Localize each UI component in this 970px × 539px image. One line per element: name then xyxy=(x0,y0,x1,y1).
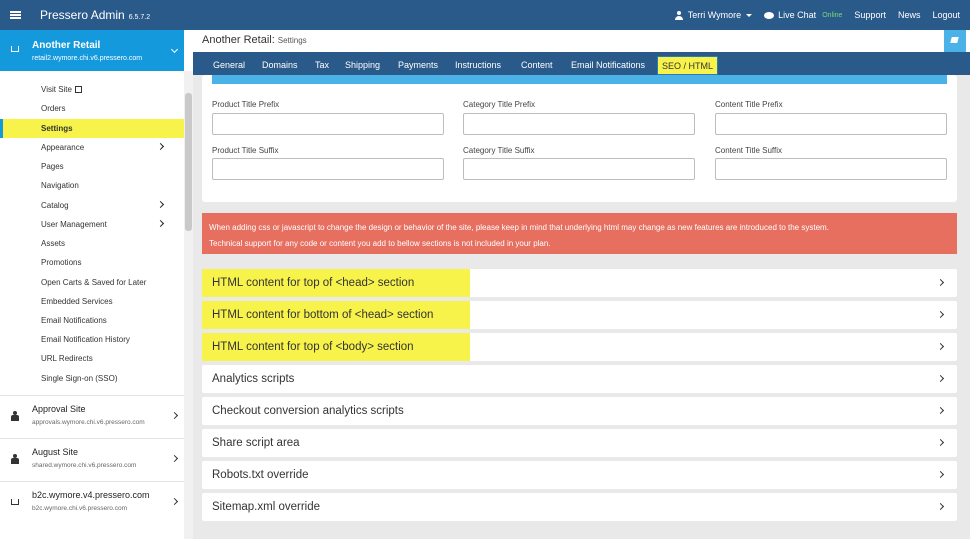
sidebar-item-url-redirects[interactable]: URL Redirects xyxy=(41,354,93,363)
sidebar-item-settings[interactable]: Settings xyxy=(0,119,184,138)
page-subtitle: Settings xyxy=(277,36,307,45)
sidebar-item-email-notifications[interactable]: Email Notifications xyxy=(41,316,107,325)
user-icon xyxy=(675,11,683,19)
store-name: Another Retail xyxy=(32,40,101,51)
category-title-prefix-input[interactable] xyxy=(463,113,695,135)
site-name: Approval Site xyxy=(32,404,86,414)
sidebar-item-pages[interactable]: Pages xyxy=(41,162,64,171)
support-link[interactable]: Support xyxy=(854,10,886,20)
section-robots-override[interactable] xyxy=(202,461,957,489)
sidebar-item-navigation[interactable]: Navigation xyxy=(41,181,79,190)
category-title-suffix-label: Category Title Suffix xyxy=(463,146,535,155)
tab-instructions[interactable]: Instructions xyxy=(455,60,502,70)
section-label: HTML content for top of <body> section xyxy=(202,333,470,361)
chat-status: Online xyxy=(822,11,843,19)
app-version: 6.5.7.2 xyxy=(128,14,151,21)
sidebar-item-open-carts[interactable]: Open Carts & Saved for Later xyxy=(41,278,147,287)
page-header xyxy=(193,30,970,52)
tab-content[interactable]: Content xyxy=(521,60,553,70)
sidebar-item-visit-site[interactable]: Visit Site xyxy=(0,80,184,99)
sidebar-item-sso[interactable]: Single Sign-on (SSO) xyxy=(41,374,118,383)
section-label: HTML content for bottom of <head> section xyxy=(202,301,470,329)
sidebar-item-promotions[interactable]: Promotions xyxy=(41,258,82,267)
chevron-right-icon xyxy=(937,311,944,318)
section-analytics-scripts[interactable] xyxy=(202,365,957,393)
chevron-right-icon xyxy=(157,143,164,150)
sidebar-item-assets[interactable]: Assets xyxy=(41,239,66,248)
sidebar-item-orders[interactable]: Orders xyxy=(41,104,66,113)
store-url: retail2.wymore.chi.v6.pressero.com xyxy=(32,55,143,62)
sidebar-scrollbar[interactable] xyxy=(184,71,193,539)
sidebar-item-embedded-services[interactable]: Embedded Services xyxy=(41,297,113,306)
section-label: HTML content for top of <head> section xyxy=(202,269,470,297)
category-title-suffix-input[interactable] xyxy=(463,158,695,180)
chevron-right-icon xyxy=(157,201,164,208)
tab-payments[interactable]: Payments xyxy=(398,60,439,70)
external-link-icon xyxy=(75,86,82,93)
site-name: August Site xyxy=(32,447,79,457)
chevron-right-icon xyxy=(937,343,944,350)
chevron-right-icon xyxy=(171,455,178,462)
site-url: approvals.wymore.chi.v6.pressero.com xyxy=(32,419,145,426)
site-entry-august[interactable] xyxy=(0,438,193,481)
chevron-right-icon xyxy=(157,220,164,227)
content-title-prefix-input[interactable] xyxy=(715,113,947,135)
page-title: Another Retail: Settings xyxy=(202,34,307,46)
section-label: Sitemap.xml override xyxy=(212,501,321,513)
cart-icon xyxy=(11,46,19,52)
sidebar-item-appearance[interactable]: Appearance xyxy=(0,138,184,157)
chevron-right-icon xyxy=(937,439,944,446)
title-settings-card xyxy=(202,75,957,202)
section-label: Share script area xyxy=(212,437,300,449)
menu-toggle-button[interactable] xyxy=(0,0,30,30)
user-menu[interactable]: Terri Wymore xyxy=(675,10,752,20)
card-top-strip xyxy=(212,75,947,84)
site-entry-b2c[interactable] xyxy=(0,481,193,524)
product-title-suffix-input[interactable] xyxy=(212,158,444,180)
tab-general[interactable]: General xyxy=(213,60,246,70)
graduation-cap-button[interactable] xyxy=(944,30,966,52)
current-store-header[interactable] xyxy=(0,30,184,71)
live-chat-link[interactable]: Live Chat Online xyxy=(764,10,842,20)
product-title-suffix-label: Product Title Suffix xyxy=(212,146,279,155)
section-share-script-area[interactable] xyxy=(202,429,957,457)
chevron-right-icon xyxy=(937,407,944,414)
site-url: b2c.wymore.chi.v6.pressero.com xyxy=(32,505,128,512)
tab-shipping[interactable]: Shipping xyxy=(345,60,381,70)
sidebar xyxy=(0,30,193,539)
chat-bubble-icon xyxy=(764,12,774,19)
caret-down-icon xyxy=(746,14,752,17)
news-link[interactable]: News xyxy=(897,10,921,20)
chevron-right-icon xyxy=(171,412,178,419)
content-title-prefix-label: Content Title Prefix xyxy=(715,100,783,109)
person-icon xyxy=(11,454,19,464)
chevron-right-icon xyxy=(937,375,944,382)
section-sitemap-override[interactable] xyxy=(202,493,957,521)
tab-tax[interactable]: Tax xyxy=(315,60,330,70)
tab-domains[interactable]: Domains xyxy=(262,60,298,70)
section-label: Robots.txt override xyxy=(212,469,309,481)
warning-line-2: Technical support for any code or content you add to bellow sections is not included in your plan. xyxy=(209,239,551,248)
scrollbar-thumb[interactable] xyxy=(185,93,192,231)
site-entry-approval[interactable] xyxy=(0,395,193,438)
warning-line-1: When adding css or javascript to change the design or behavior of the site, please keep in mind that underlying html may change as new features are introduced to the system. xyxy=(209,223,829,232)
content-title-suffix-label: Content Title Suffix xyxy=(715,146,782,155)
product-title-prefix-input[interactable] xyxy=(212,113,444,135)
category-title-prefix-label: Category Title Prefix xyxy=(463,100,536,109)
cart-icon xyxy=(11,499,19,505)
sidebar-item-email-notification-history[interactable]: Email Notification History xyxy=(41,335,130,344)
site-url: shared.wymore.chi.v6.pressero.com xyxy=(32,462,137,469)
section-html-top-body[interactable] xyxy=(202,333,957,361)
section-label: Analytics scripts xyxy=(212,373,295,385)
tab-email-notifications[interactable]: Email Notifications xyxy=(571,60,646,70)
person-icon xyxy=(11,411,19,421)
sidebar-item-catalog[interactable]: Catalog xyxy=(0,196,184,215)
chevron-right-icon xyxy=(937,279,944,286)
section-label: Checkout conversion analytics scripts xyxy=(212,405,404,417)
section-checkout-conversion-scripts[interactable] xyxy=(202,397,957,425)
section-html-bottom-head[interactable] xyxy=(202,301,957,329)
chevron-right-icon xyxy=(937,471,944,478)
logout-link[interactable]: Logout xyxy=(932,10,960,20)
chevron-right-icon xyxy=(171,498,178,505)
settings-tabs xyxy=(193,52,970,75)
sidebar-item-user-management[interactable]: User Management xyxy=(0,215,184,234)
custom-code-warning xyxy=(202,213,957,254)
hamburger-icon xyxy=(10,11,21,19)
tab-seo-html[interactable]: SEO / HTML xyxy=(657,56,718,75)
top-navbar xyxy=(0,0,970,30)
top-actions xyxy=(675,0,970,30)
content-title-suffix-input[interactable] xyxy=(715,158,947,180)
site-name: b2c.wymore.v4.pressero.com xyxy=(32,490,150,500)
app-title[interactable]: Pressero Admin 6.5.7.2 xyxy=(40,8,151,22)
section-html-top-head[interactable] xyxy=(202,269,957,297)
chevron-right-icon xyxy=(937,503,944,510)
chevron-down-icon xyxy=(171,46,178,53)
product-title-prefix-label: Product Title Prefix xyxy=(212,100,280,109)
